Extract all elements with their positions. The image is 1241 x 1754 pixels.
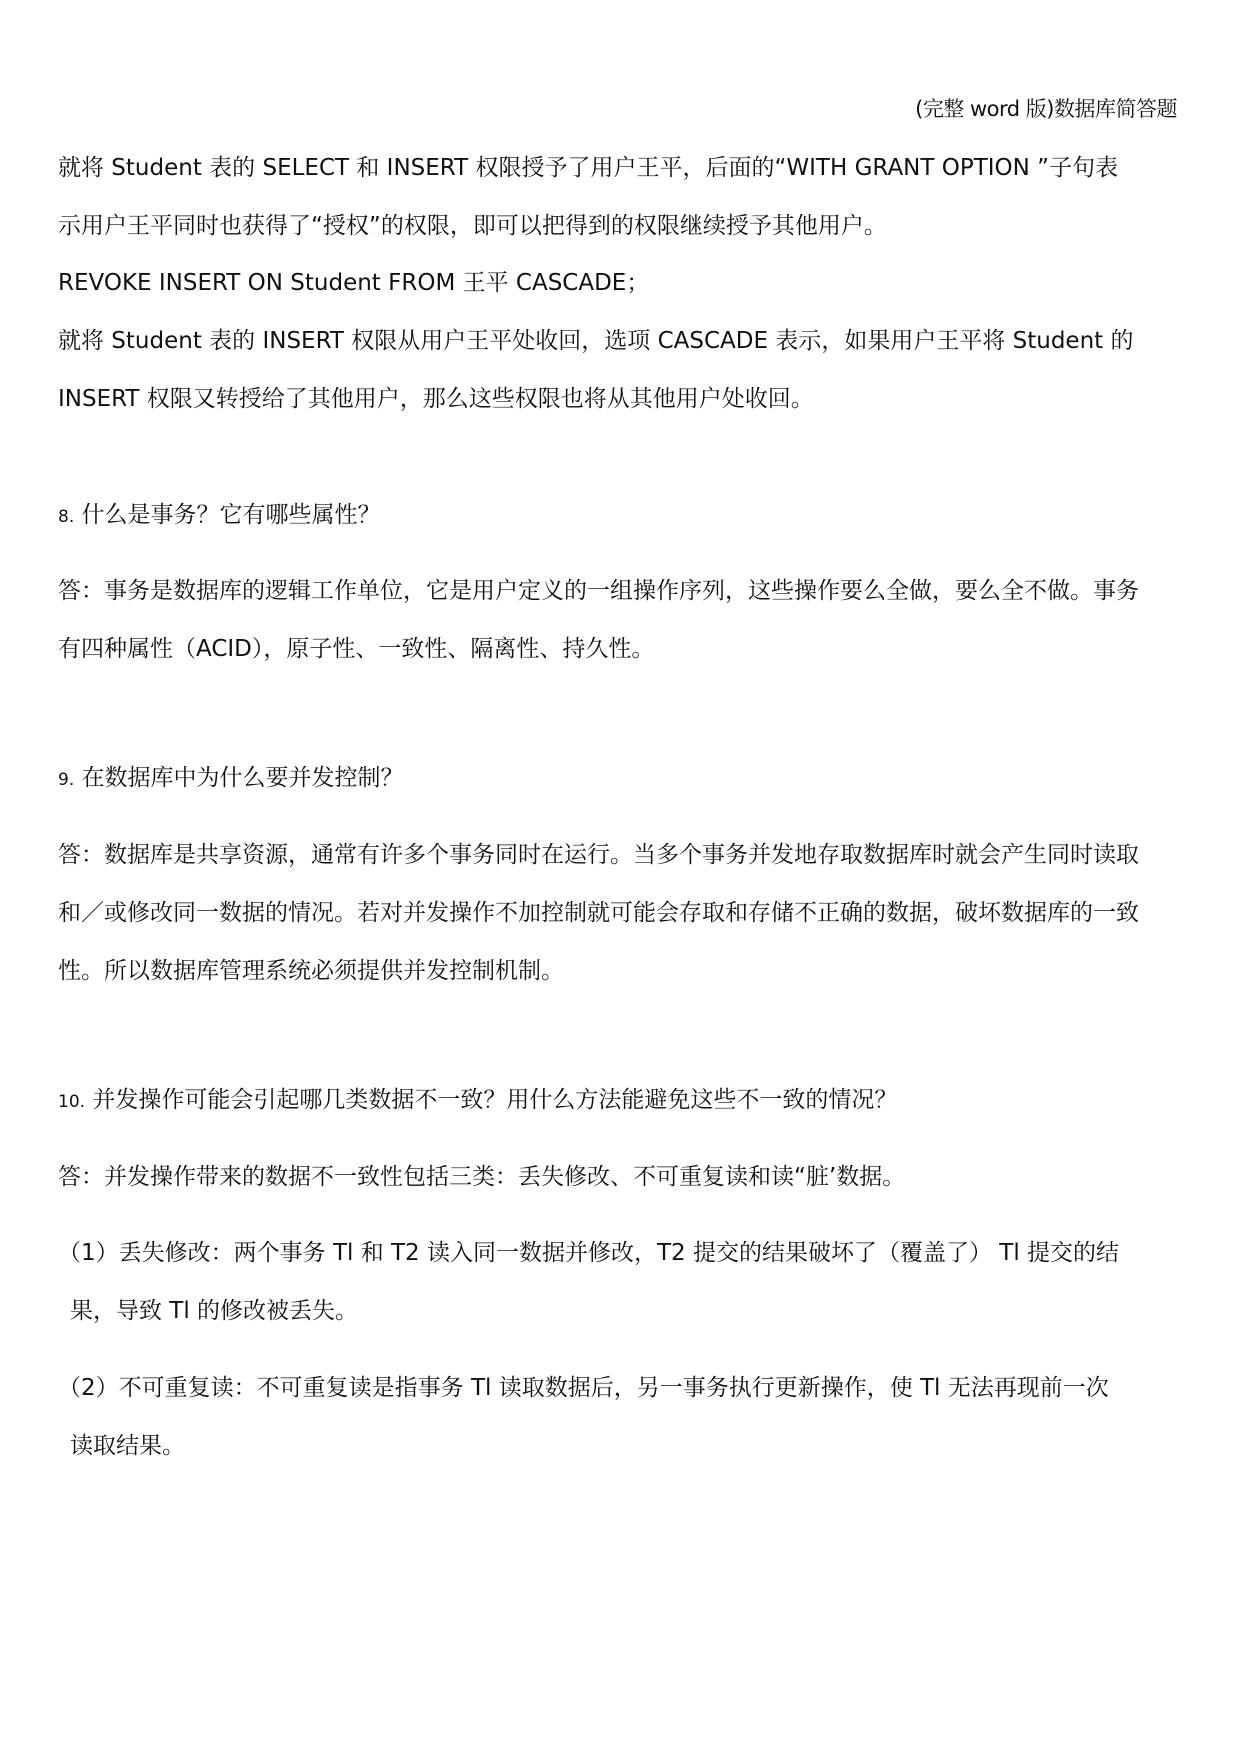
question-8 — [58, 499, 1188, 533]
question-9-text: 在数据库中为什么要并发控制？ — [81, 765, 404, 791]
answer-10-line-1: 答：并发操作带来的数据不一致性包括三类：丢失修改、不可重复读和读“脏’数据。 — [58, 1164, 906, 1190]
answer-9-line-2: 和／或修改同一数据的情况。若对并发操作不加控制就可能会存取和存储不正确的数据，破坏数据库的一致 — [58, 900, 1139, 926]
question-8-text: 什么是事务？它有哪些属性？ — [81, 502, 381, 528]
intro-line-4: 就将 Student 表的 INSERT 权限从用户王平处收回，选项 CASCADE 表示，如果用户王平将 Student 的 — [58, 328, 1134, 354]
answer-9-line-3: 性。所以数据库管理系统必须提供并发控制机制。 — [58, 958, 564, 984]
intro-line-2: 示用户王平同时也获得了“授权”的权限，即可以把得到的权限继续授予其他用户。 — [58, 213, 887, 239]
answer-10-point-2-line-1: （2）不可重复读：不可重复读是指事务 Tl 读取数据后，另一事务执行更新操作，使 Tl 无法再现前一次 — [58, 1375, 1109, 1401]
question-9 — [58, 762, 1188, 796]
question-10 — [58, 1084, 1188, 1118]
intro-line-3: REVOKE INSERT ON Student FROM 王平 CASCADE； — [58, 270, 650, 296]
answer-10-point-1-line-2: 果，导致 Tl 的修改被丢失。 — [70, 1298, 359, 1324]
intro-line-5: INSERT 权限又转授给了其他用户，那么这些权限也将从其他用户处收回。 — [58, 386, 814, 412]
answer-8-line-1: 答：事务是数据库的逻辑工作单位，它是用户定义的一组操作序列，这些操作要么全做，要么全不做。事务 — [58, 578, 1139, 604]
question-10-number: 10. — [58, 1092, 86, 1112]
answer-10-point-2-line-2: 读取结果。 — [70, 1433, 185, 1459]
page-header: (完整 word 版)数据库简答题 — [915, 97, 1177, 121]
answer-8-line-2: 有四种属性（ACID），原子性、一致性、隔离性、持久性。 — [58, 636, 655, 662]
question-10-text: 并发操作可能会引起哪几类数据不一致？用什么方法能避免这些不一致的情况？ — [92, 1087, 898, 1113]
intro-line-1: 就将 Student 表的 SELECT 和 INSERT 权限授予了用户王平，后面的“WITH GRANT OPTION ”子句表 — [58, 155, 1119, 181]
answer-10-point-1-line-1: （1）丢失修改：两个事务 Tl 和 T2 读入同一数据并修改，T2 提交的结果破坏了（覆盖了） Tl 提交的结 — [58, 1240, 1120, 1266]
answer-9-line-1: 答：数据库是共享资源，通常有许多个事务同时在运行。当多个事务并发地存取数据库时就会产生同时读取 — [58, 842, 1139, 868]
question-8-number: 8. — [58, 507, 75, 527]
question-9-number: 9. — [58, 770, 75, 790]
